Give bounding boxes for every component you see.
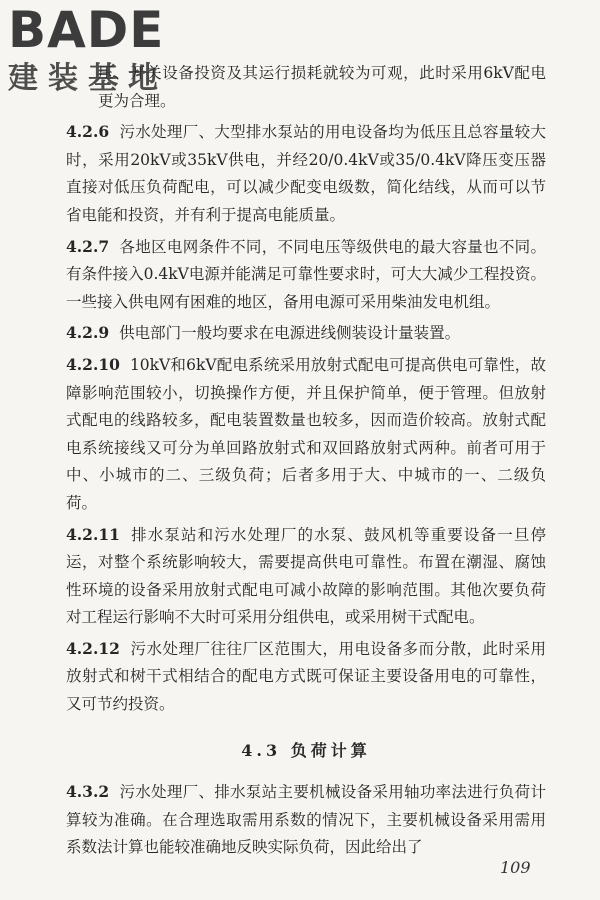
clause-text: 供电部门一般均要求在电源进线侧装设计量装置。 [119, 324, 461, 343]
document-body [66, 60, 546, 865]
clause-number: 4.2.10 [66, 354, 120, 374]
clause-text: 10kV和6kV配电系统采用放射式配电可提高供电可靠性，故障影响范围较小，切换操作方便，并且保护简单，便于管理。但放射式配电的线路较多，配电装置数量也较多，因而造价较高。放射式配电系统接线又可分为单回路放射式和双回路放射式两种。前者可用于中、小城市的二、三级负荷；后者多用于大、中城市的一、二级负荷。 [66, 355, 546, 512]
clause-text: 污水处理厂、排水泵站主要机械设备采用轴功率法进行负荷计算较为准确。在合理选取需用系数的情况下，主要机械设备采用需用系数法计算也能较准确地反映实际负荷，因此给出了 [66, 783, 546, 857]
section-heading: 4.3 负荷计算 [241, 740, 371, 760]
clause-number: 4.2.7 [66, 236, 110, 256]
clause-number: 4.3.2 [66, 782, 110, 802]
clause-4-2-11 [66, 521, 546, 632]
clause-text: 污水处理厂往往厂区范围大，用电设备多而分散，此时采用放射式和树干式相结合的配电方式既可保证主要设备用电的可靠性，又可节约投资。 [66, 639, 546, 714]
clause-4-2-10 [66, 351, 546, 518]
logo-subtitle: 建装基地 [8, 61, 168, 96]
intro-paragraph: 压、开关设备投资及其运行损耗就较为可观，此时采用6kV配电更为合理。 [98, 64, 546, 110]
clause-text: 排水泵站和污水处理厂的水泵、鼓风机等重要设备一旦停运，对整个系统影响较大，需要提高供电可靠性。布置在潮湿、腐蚀性环境的设备采用放射式配电可减小故障的影响范围。其他次要负荷对工程运行影响不大时可采用分组供电，或采用树干式配电。 [66, 525, 546, 627]
clause-4-2-9 [66, 319, 546, 348]
clause-4-2-6 [66, 118, 546, 229]
page-number: 109 [500, 858, 531, 877]
clause-number: 4.2.11 [66, 524, 120, 544]
clause-number: 4.2.12 [66, 638, 120, 658]
clause-number: 4.2.9 [66, 323, 110, 343]
clause-4-2-7 [66, 233, 546, 317]
logo-wordmark: BADE [8, 1, 165, 59]
clause-4-2-12 [66, 635, 546, 719]
clause-text: 污水处理厂、大型排水泵站的用电设备均为低压且总容量较大时，采用20kV或35kV供电，并经20/0.4kV或35/0.4kV降压变压器直接对低压负荷配电，可以减少配变电级数，简化结线，从而可以节省电能和投资，并有利于提高电能质量。 [66, 123, 546, 224]
clause-4-3-2 [66, 778, 546, 862]
clause-text: 各地区电网条件不同，不同电压等级供电的最大容量也不同。有条件接入0.4kV电源并能满足可靠性要求时，可大大减少工程投资。一些接入供电网有困难的地区，备用电源可采用柴油发电机组。 [66, 237, 546, 311]
clause-number: 4.2.6 [66, 122, 110, 142]
